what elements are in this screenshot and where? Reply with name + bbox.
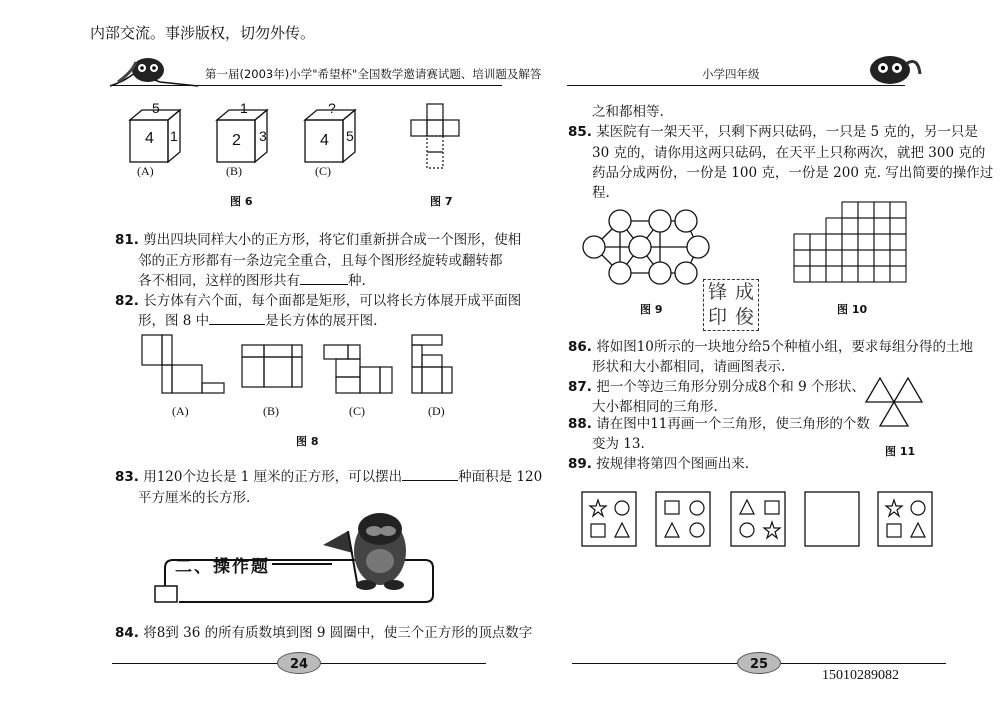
q83-answer-blank xyxy=(402,466,458,481)
section-title: 二、操作题 xyxy=(175,557,270,577)
cube-c-top: ? xyxy=(328,100,336,116)
q84-line1: 84. 将8到 36 的所有质数填到图 9 圆圈中，使三个正方形的顶点数字 xyxy=(115,625,533,641)
grid-cell xyxy=(794,250,810,266)
q85-line3: 药品分成两份，一份是 100 克，一份是 200 克. 写出简要的操作过 xyxy=(592,165,994,181)
right-header-mascot xyxy=(862,50,922,88)
net-a xyxy=(142,335,224,393)
grid-cell xyxy=(874,218,890,234)
grid-cell xyxy=(826,266,842,282)
left-footer-rule-left xyxy=(112,663,278,664)
grid-cell xyxy=(890,218,906,234)
figure-8-caption: 图 8 xyxy=(296,435,319,448)
fig8-label-d: (D) xyxy=(428,404,445,418)
grid-cell xyxy=(842,250,858,266)
right-header-title: 小学四年级 xyxy=(702,67,760,81)
q85-line1: 85. 某医院有一架天平，只剩下两只砝码，一只是 5 克的，另一只是 xyxy=(568,124,978,140)
grid-cell xyxy=(890,202,906,218)
cube-b-top: 1 xyxy=(240,100,248,116)
figure-9-circle-graph xyxy=(580,205,710,290)
q86-line1: 86. 将如图10所示的一块地分给5个种植小组，要求每组分得的土地 xyxy=(568,339,973,355)
right-footer-rule-left xyxy=(572,663,738,664)
q81-answer-blank xyxy=(300,270,348,285)
grid-cell xyxy=(842,218,858,234)
q82-answer-blank xyxy=(209,310,265,325)
figure-6-caption: 图 6 xyxy=(230,195,253,208)
cube-a-top: 5 xyxy=(152,100,160,116)
seal-char-2: 成 xyxy=(734,281,754,303)
cube-c-front: 4 xyxy=(320,132,329,149)
net-d xyxy=(412,335,452,393)
q83-line2: 平方厘米的长方形. xyxy=(138,490,251,506)
q88-line2: 变为 13. xyxy=(592,436,645,452)
grid-cell xyxy=(874,250,890,266)
seal-char-1: 锋 xyxy=(707,281,727,303)
grid-cell xyxy=(858,266,874,282)
grid-cell xyxy=(890,266,906,282)
q85-line4: 程. xyxy=(592,185,610,201)
q84-continuation: 之和都相等. xyxy=(592,104,664,120)
cube-b-front: 2 xyxy=(232,132,241,149)
grid-cell xyxy=(842,234,858,250)
q86-line2: 形状和大小都相同，请画图表示. xyxy=(592,359,786,375)
right-header-rule xyxy=(567,85,905,86)
net-b xyxy=(242,345,302,387)
grid-cell xyxy=(874,266,890,282)
fig8-label-b: (B) xyxy=(263,404,279,418)
grid-cell xyxy=(890,234,906,250)
q85-line2: 30 克的，请你用这两只砝码，在天平上只称两次，就把 300 克的 xyxy=(592,145,986,161)
cube-c-label: (C) xyxy=(315,164,331,178)
cube-a-side: 1 xyxy=(170,128,178,144)
left-header-rule xyxy=(110,85,502,86)
figure-9-caption: 图 9 xyxy=(640,303,663,316)
q87-line2: 大小都相同的三角形. xyxy=(592,399,718,415)
left-footer-rule-right xyxy=(320,663,486,664)
cube-c-side: 5 xyxy=(346,128,354,144)
right-page-number: 25 xyxy=(749,657,769,672)
figure-7-net xyxy=(405,104,475,184)
grid-cell xyxy=(794,266,810,282)
grid-cell xyxy=(858,218,874,234)
q83-line1: 83. 用120个边长是 1 厘米的正方形，可以摆出 种面积是 120 xyxy=(115,466,542,488)
q82-line2: 形，图 8 中 是长方体的展开图. xyxy=(138,310,377,332)
left-header-title: 第一届(2003年)小学"希望杯"全国数学邀请赛试题、培训题及解答 xyxy=(205,67,542,81)
figure-10-caption: 图 10 xyxy=(837,303,868,316)
grid-cell xyxy=(826,218,842,234)
right-page-number-badge xyxy=(737,652,781,674)
seal-char-4: 俊 xyxy=(734,306,754,328)
copyright-notice: 内部交流。事涉版权，切勿外传。 xyxy=(90,24,316,42)
q88-line1: 88. 请在图中11再画一个三角形，使三角形的个数 xyxy=(568,416,870,432)
figure-11-caption: 图 11 xyxy=(885,445,916,458)
q81-line3: 各不相同，这样的图形共有 种. xyxy=(138,270,366,292)
grid-cell xyxy=(826,234,842,250)
q87-line1: 87. 把一个等边三角形分别分成8个和 9 个形状、 xyxy=(568,379,865,395)
blank-pattern-box xyxy=(805,492,859,546)
left-page-number-badge xyxy=(277,652,321,674)
grid-cell xyxy=(842,202,858,218)
grid-cell xyxy=(810,250,826,266)
grid-cell xyxy=(842,266,858,282)
net-c xyxy=(324,345,392,393)
cube-b-label: (B) xyxy=(226,164,242,178)
cube-a-front: 4 xyxy=(145,130,154,147)
grid-cell xyxy=(890,250,906,266)
q82-line1: 82. 长方体有六个面，每个面都是矩形，可以将长方体展开成平面图 xyxy=(115,293,522,309)
fig8-label-a: (A) xyxy=(172,404,189,418)
figure-8-nets xyxy=(140,335,460,400)
fig8-label-c: (C) xyxy=(349,404,365,418)
phone-number: 15010289082 xyxy=(822,668,899,683)
cube-a-label: (A) xyxy=(137,164,154,178)
grid-cell xyxy=(858,202,874,218)
right-footer-rule-right xyxy=(780,663,946,664)
grid-cell xyxy=(874,234,890,250)
q89-line1: 89. 按规律将第四个图画出来. xyxy=(568,456,750,472)
q81-line1: 81. 剪出四块同样大小的正方形，将它们重新拼合成一个图形，使相 xyxy=(115,232,522,248)
grid-cell xyxy=(858,234,874,250)
figure-11-triangles xyxy=(862,374,932,434)
seal-char-3: 印 xyxy=(707,306,727,328)
q81-line2: 邻的正方形都有一条边完全重合，且每个图形经旋转或翻转都 xyxy=(138,253,503,269)
q89-pattern-boxes xyxy=(580,490,940,550)
grid-cell xyxy=(810,266,826,282)
figure-10-grid xyxy=(794,202,914,282)
mascot-with-flag-icon xyxy=(318,493,418,593)
cube-b-side: 3 xyxy=(259,128,267,144)
grid-cell xyxy=(810,234,826,250)
grid-cell xyxy=(826,250,842,266)
grid-cell xyxy=(794,234,810,250)
grid-cell xyxy=(874,202,890,218)
left-page-number: 24 xyxy=(289,657,309,672)
figure-7-caption: 图 7 xyxy=(430,195,453,208)
seal-stamp xyxy=(703,279,759,331)
grid-cell xyxy=(858,250,874,266)
